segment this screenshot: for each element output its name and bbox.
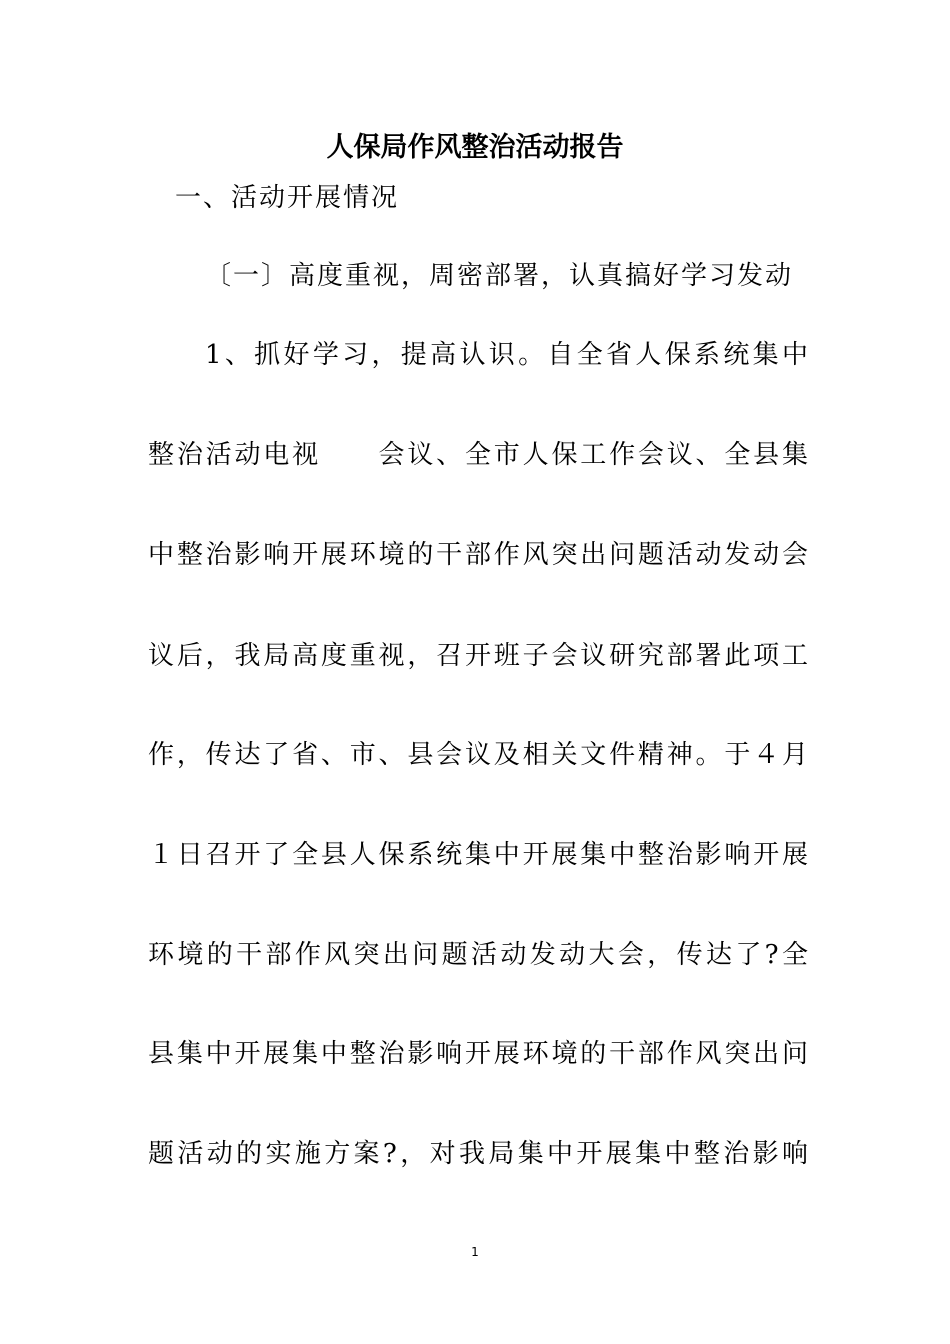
subsection-heading: 〔一〕高度重视，周密部署，认真搞好学习发动 (205, 261, 794, 291)
paragraph-line-9: 题活动的实施方案?，对我局集中开展集中整治影响 (148, 1139, 808, 1169)
paragraph-line-2: 整治活动电视 会议、全市人保工作会议、全县集 (148, 440, 808, 470)
paragraph-line-7: 环境的干部作风突出问题活动发动大会，传达了?全 (148, 940, 808, 970)
paragraph-line-5: 作，传达了省、市、县会议及相关文件精神。于４月 (148, 740, 808, 770)
paragraph-line-8: 县集中开展集中整治影响开展环境的干部作风突出问 (148, 1039, 808, 1069)
paragraph-line-3: 中整治影响开展环境的干部作风突出问题活动发动会 (148, 540, 808, 570)
page-number: 1 (471, 1245, 479, 1259)
document-title: 人保局作风整治活动报告 (326, 132, 624, 163)
section-heading: 一、活动开展情况 (175, 183, 400, 213)
paragraph-line-6: １日召开了全县人保系统集中开展集中整治影响开展 (148, 840, 808, 870)
paragraph-line-1: 1、抓好学习，提高认识。自全省人保系统集中 (205, 340, 808, 370)
paragraph-line-4: 议后，我局高度重视，召开班子会议研究部署此项工 (148, 641, 808, 671)
